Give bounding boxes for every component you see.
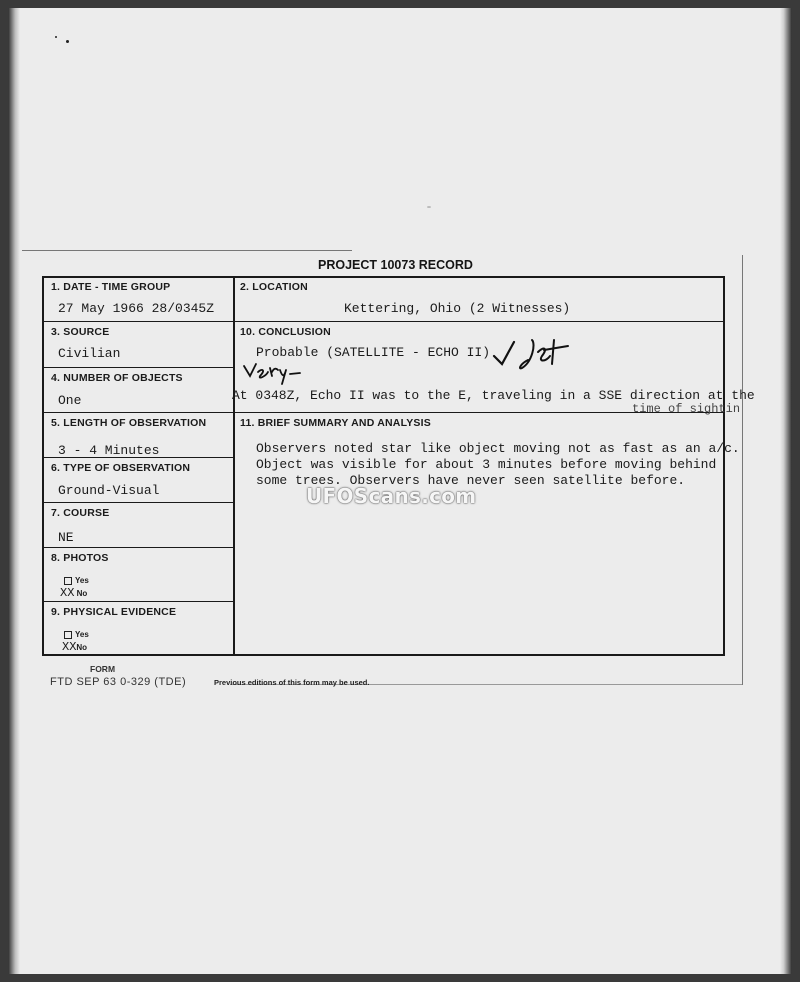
length-of-observation-cell	[44, 413, 233, 457]
handwritten-checkmark	[492, 334, 578, 374]
location-cell	[234, 278, 725, 321]
checkbox	[64, 577, 72, 585]
photos-yes-label: Yes	[75, 576, 89, 585]
summary-line: Object was visible for about 3 minutes before moving behind	[256, 457, 717, 472]
type-of-observation-value: Ground-Visual	[58, 483, 160, 498]
dust-speck	[55, 36, 57, 38]
scan-edge-left	[8, 8, 20, 974]
project-record-form	[42, 276, 755, 656]
location-value: Kettering, Ohio (2 Witnesses)	[344, 301, 571, 316]
typed-x-mark: XX	[60, 586, 75, 600]
length-of-observation-value: 3 - 4 Minutes	[58, 443, 160, 458]
course-cell	[44, 503, 233, 547]
source-value: Civilian	[58, 346, 121, 361]
date-time-label: 1. DATE - TIME GROUP	[51, 281, 171, 293]
conclusion-note-cont: time of sightin	[632, 402, 741, 416]
checkbox	[64, 631, 72, 639]
physical-evidence-no-label: No	[76, 643, 88, 652]
handwritten-very	[242, 360, 302, 386]
photos-no-label: No	[76, 589, 88, 598]
physical-evidence-no-option	[62, 640, 87, 654]
watermark: UFOScans.com	[306, 484, 477, 508]
photos-no-option	[60, 586, 87, 600]
source-cell	[44, 322, 233, 367]
editions-note: Previous editions of this form may be used.	[214, 678, 370, 687]
conclusion-value: Probable (SATELLITE - ECHO II)	[256, 345, 491, 360]
conclusion-cell	[232, 322, 755, 416]
summary-cell	[234, 413, 740, 656]
location-label: 2. LOCATION	[240, 281, 308, 293]
physical-evidence-cell	[44, 602, 233, 656]
date-time-cell	[44, 278, 233, 321]
source-label: 3. SOURCE	[51, 326, 110, 338]
physical-evidence-yes-option	[64, 630, 89, 639]
course-value: NE	[58, 530, 74, 545]
photos-yes-option	[64, 576, 89, 585]
right-cut-line	[742, 255, 743, 685]
date-time-value: 27 May 1966 28/0345Z	[58, 301, 215, 316]
conclusion-label: 10. CONCLUSION	[240, 326, 331, 338]
type-of-observation-label: 6. TYPE OF OBSERVATION	[51, 462, 191, 474]
photos-label: 8. PHOTOS	[51, 552, 109, 564]
course-label: 7. COURSE	[51, 507, 110, 519]
conclusion-note: At 0348Z, Echo II was to the E, traveling in a SSE direction at the	[232, 388, 755, 403]
form-footer-label: FORM	[90, 664, 116, 674]
dust-speck	[427, 206, 431, 208]
number-of-objects-value: One	[58, 393, 82, 408]
type-of-observation-cell	[44, 458, 233, 502]
scan-edge-right	[780, 8, 792, 974]
form-title: PROJECT 10073 RECORD	[318, 258, 473, 272]
summary-line: some trees. Observers have never seen satellite before.	[256, 473, 686, 488]
number-of-objects-cell	[44, 368, 233, 412]
summary-line: Observers noted star like object moving not as fast as an a/c.	[256, 441, 740, 456]
summary-label: 11. BRIEF SUMMARY AND ANALYSIS	[240, 417, 431, 429]
photos-cell	[44, 548, 233, 601]
typed-x-mark: XX	[62, 640, 77, 654]
physical-evidence-label: 9. PHYSICAL EVIDENCE	[51, 606, 177, 618]
form-code: FTD SEP 63 0-329 (TDE)	[50, 676, 187, 688]
physical-evidence-yes-label: Yes	[75, 630, 89, 639]
dust-speck	[66, 40, 69, 43]
number-of-objects-label: 4. NUMBER OF OBJECTS	[51, 372, 183, 384]
length-of-observation-label: 5. LENGTH OF OBSERVATION	[51, 417, 207, 429]
top-cut-line	[22, 250, 352, 251]
